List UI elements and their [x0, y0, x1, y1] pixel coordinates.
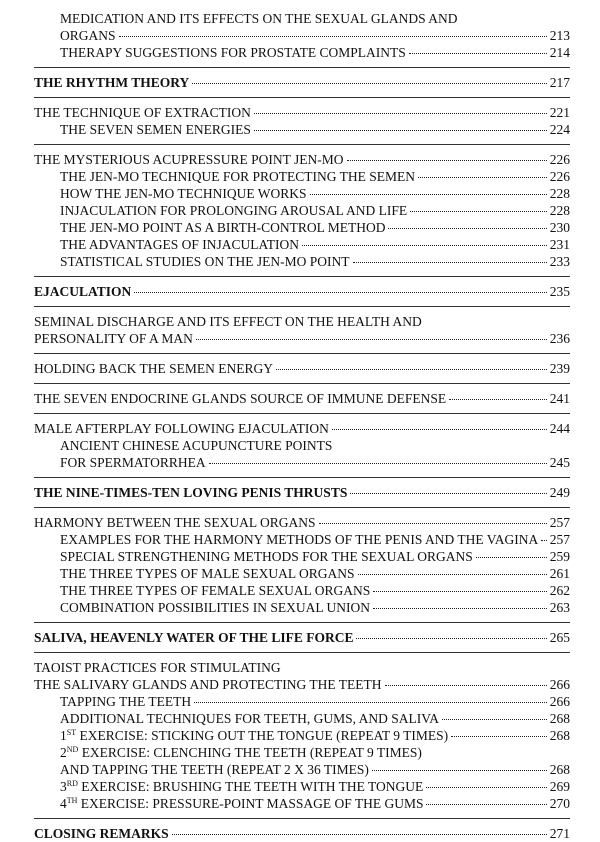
- toc-entry[interactable]: [34, 330, 570, 347]
- toc-entry-title: THE SEVEN SEMEN ENERGIES: [60, 122, 251, 137]
- dot-leader: [310, 193, 547, 195]
- ordinal-suffix: RD: [66, 779, 78, 788]
- dot-leader: [196, 338, 547, 340]
- exercise-number: 1: [60, 728, 67, 743]
- toc-page-number: 266: [549, 694, 570, 709]
- toc-page-number: 233: [549, 254, 570, 269]
- toc-entry-title: HOLDING BACK THE SEMEN ENERGY: [34, 361, 273, 376]
- toc-entry-title: PERSONALITY OF A MAN: [34, 331, 193, 346]
- exercise-number: 3: [60, 779, 67, 794]
- toc-page-number: 214: [549, 45, 570, 60]
- toc-page-number: 239: [549, 361, 570, 376]
- toc-entry-title: THE MYSTERIOUS ACUPRESSURE POINT JEN-MO: [34, 152, 344, 167]
- toc-page-number: 257: [549, 515, 570, 530]
- dot-leader: [541, 539, 546, 541]
- dot-leader: [418, 176, 547, 178]
- toc-entry[interactable]: [34, 565, 570, 582]
- dot-leader: [172, 833, 547, 835]
- toc-entry-title: THE SEVEN ENDOCRINE GLANDS SOURCE OF IMMUNE DEFENSE: [34, 391, 447, 406]
- toc-entry-title: HOW THE JEN-MO TECHNIQUE WORKS: [60, 186, 307, 201]
- toc-entry-title: INJACULATION FOR PROLONGING AROUSAL AND LIFE: [60, 203, 408, 218]
- exercise-number: 4: [60, 796, 67, 811]
- toc-entry[interactable]: [34, 778, 570, 795]
- toc-page-number: 257: [549, 532, 570, 547]
- dot-leader: [358, 573, 547, 575]
- exercise-title: EXERCISE: STICKING OUT THE TONGUE (REPEAT 9 TIMES): [76, 728, 449, 743]
- dot-leader: [347, 159, 547, 161]
- toc-entry[interactable]: [34, 390, 570, 407]
- toc-entry[interactable]: [34, 27, 570, 44]
- dot-leader: [192, 82, 546, 84]
- toc-line: [34, 744, 570, 761]
- toc-entry-title: [60, 795, 423, 812]
- toc-page-number: 213: [549, 28, 570, 43]
- toc-entry[interactable]: [34, 151, 570, 168]
- toc-entry-title: THERAPY SUGGESTIONS FOR PROSTATE COMPLAINTS: [60, 45, 406, 60]
- toc-chapter-entry[interactable]: [34, 629, 570, 646]
- toc-page-number: 226: [549, 152, 570, 167]
- section-divider: [34, 413, 570, 414]
- dot-leader: [356, 637, 546, 639]
- toc-page-number: 271: [549, 826, 570, 841]
- toc-entry-title: THE THREE TYPES OF FEMALE SEXUAL ORGANS: [60, 583, 371, 598]
- toc-entry-title: THE SALIVARY GLANDS AND PROTECTING THE TEETH: [34, 677, 382, 692]
- toc-page-number: 249: [549, 485, 570, 500]
- toc-entry[interactable]: [34, 185, 570, 202]
- toc-entry-title: EXAMPLES FOR THE HARMONY METHODS OF THE PENIS AND THE VAGINA: [60, 532, 539, 547]
- dot-leader: [350, 492, 546, 494]
- ordinal-suffix: ND: [66, 745, 79, 754]
- toc-entry-title: COMBINATION POSSIBILITIES IN SEXUAL UNION: [60, 600, 370, 615]
- exercise-title: EXERCISE: CLENCHING THE TEETH (REPEAT 9 TIMES): [78, 745, 422, 760]
- toc-entry[interactable]: [34, 202, 570, 219]
- toc-page-number: 226: [549, 169, 570, 184]
- toc-page-number: 265: [549, 630, 570, 645]
- toc-chapter-entry[interactable]: [34, 74, 570, 91]
- section-divider: [34, 276, 570, 277]
- toc-entry-title: AND TAPPING THE TEETH (REPEAT 2 X 36 TIMES): [60, 762, 369, 777]
- toc-page-number: 235: [549, 284, 570, 299]
- ordinal-suffix: TH: [66, 796, 78, 805]
- toc-page-number: 224: [549, 122, 570, 137]
- section-divider: [34, 97, 570, 98]
- exercise-title: EXERCISE: BRUSHING THE TEETH WITH THE TONGUE: [77, 779, 424, 794]
- toc-entry-title: TAPPING THE TEETH: [60, 694, 192, 709]
- toc-page-number: 269: [549, 779, 570, 794]
- toc-line: MEDICATION AND ITS EFFECTS ON THE SEXUAL GLANDS AND: [60, 11, 458, 26]
- toc-entry[interactable]: [34, 548, 570, 565]
- toc-entry-title: CLOSING REMARKS: [34, 826, 169, 841]
- toc-page-number: 228: [549, 186, 570, 201]
- toc-entry-title: FOR SPERMATORRHEA: [60, 455, 206, 470]
- dot-leader: [442, 718, 547, 720]
- toc-entry[interactable]: [34, 360, 570, 377]
- dot-leader: [119, 35, 547, 37]
- dot-leader: [134, 291, 546, 293]
- toc-entry-title: THE TECHNIQUE OF EXTRACTION: [34, 105, 251, 120]
- dot-leader: [409, 52, 547, 54]
- toc-page-number: 268: [549, 728, 570, 743]
- dot-leader: [410, 210, 547, 212]
- toc-entry[interactable]: [34, 121, 570, 138]
- toc-page-number: 262: [549, 583, 570, 598]
- toc-entry-title: SALIVA, HEAVENLY WATER OF THE LIFE FORCE: [34, 630, 354, 645]
- toc-page-number: 259: [549, 549, 570, 564]
- dot-leader: [319, 522, 547, 524]
- dot-leader: [426, 786, 547, 788]
- toc-chapter-entry[interactable]: [34, 825, 570, 842]
- toc-entry[interactable]: [34, 761, 570, 778]
- toc-page-number: 230: [549, 220, 570, 235]
- toc-entry[interactable]: [34, 454, 570, 471]
- toc-page-number: 217: [549, 75, 570, 90]
- section-divider: [34, 622, 570, 623]
- toc-entry[interactable]: [34, 599, 570, 616]
- toc-page-number: 241: [549, 391, 570, 406]
- section-divider: [34, 818, 570, 819]
- dot-leader: [388, 227, 546, 229]
- toc-entry-title: THE THREE TYPES OF MALE SEXUAL ORGANS: [60, 566, 355, 581]
- dot-leader: [254, 112, 547, 114]
- toc-entry[interactable]: [34, 236, 570, 253]
- toc-entry[interactable]: [34, 168, 570, 185]
- toc-line: ANCIENT CHINESE ACUPUNCTURE POINTS: [60, 438, 333, 453]
- exercise-number: 2: [60, 745, 67, 760]
- dot-leader: [194, 701, 547, 703]
- section-divider: [34, 353, 570, 354]
- toc-entry[interactable]: [34, 420, 570, 437]
- toc-page-number: 268: [549, 711, 570, 726]
- ordinal-suffix: ST: [66, 728, 77, 737]
- toc-entry-title: ADDITIONAL TECHNIQUES FOR TEETH, GUMS, AND SALIVA: [60, 711, 440, 726]
- toc-entry-title: [60, 778, 423, 795]
- toc-chapter-entry[interactable]: [34, 484, 570, 501]
- toc-entry-title: SPECIAL STRENGTHENING METHODS FOR THE SEXUAL ORGANS: [60, 549, 473, 564]
- section-divider: [34, 477, 570, 478]
- dot-leader: [476, 556, 547, 558]
- toc-entry-title: THE JEN-MO POINT AS A BIRTH-CONTROL METHOD: [60, 220, 386, 235]
- dot-leader: [449, 398, 547, 400]
- dot-leader: [332, 428, 547, 430]
- toc-entry[interactable]: [34, 727, 570, 744]
- toc-entry-title: THE ADVANTAGES OF INJACULATION: [60, 237, 300, 252]
- dot-leader: [254, 129, 547, 131]
- toc-entry-title: STATISTICAL STUDIES ON THE JEN-MO POINT: [60, 254, 350, 269]
- toc-page-number: 270: [549, 796, 570, 811]
- section-divider: [34, 306, 570, 307]
- toc-page-number: 266: [549, 677, 570, 692]
- toc-entry-title: THE RHYTHM THEORY: [34, 75, 190, 90]
- toc-entry[interactable]: [34, 219, 570, 236]
- toc-entry[interactable]: [34, 795, 570, 812]
- toc-entry[interactable]: [34, 676, 570, 693]
- toc-entry[interactable]: [34, 44, 570, 61]
- dot-leader: [276, 368, 547, 370]
- toc-entry[interactable]: [34, 693, 570, 710]
- dot-leader: [302, 244, 547, 246]
- dot-leader: [385, 684, 547, 686]
- toc-entry[interactable]: [34, 710, 570, 727]
- toc-entry[interactable]: [34, 582, 570, 599]
- toc-line: SEMINAL DISCHARGE AND ITS EFFECT ON THE HEALTH AND: [34, 314, 422, 329]
- section-divider: [34, 144, 570, 145]
- toc-entry-title: MALE AFTERPLAY FOLLOWING EJACULATION: [34, 421, 329, 436]
- section-divider: [34, 652, 570, 653]
- toc-page-number: 236: [549, 331, 570, 346]
- toc-entry[interactable]: [34, 104, 570, 121]
- toc-entry-title: THE NINE-TIMES-TEN LOVING PENIS THRUSTS: [34, 485, 348, 500]
- exercise-title: EXERCISE: PRESSURE-POINT MASSAGE OF THE GUMS: [77, 796, 424, 811]
- toc-page-number: 244: [549, 421, 570, 436]
- dot-leader: [209, 462, 547, 464]
- toc-entry[interactable]: [34, 531, 570, 548]
- section-divider: [34, 507, 570, 508]
- section-divider: [34, 67, 570, 68]
- toc-page-number: 263: [549, 600, 570, 615]
- toc-page-number: 221: [549, 105, 570, 120]
- section-divider: [34, 383, 570, 384]
- toc-page-number: 245: [549, 455, 570, 470]
- dot-leader: [426, 803, 546, 805]
- dot-leader: [373, 607, 547, 609]
- dot-leader: [353, 261, 547, 263]
- toc-page-number: 261: [549, 566, 570, 581]
- toc-page-number: 228: [549, 203, 570, 218]
- toc-entry-title: HARMONY BETWEEN THE SEXUAL ORGANS: [34, 515, 316, 530]
- toc-chapter-entry[interactable]: [34, 283, 570, 300]
- toc-entry-title: THE JEN-MO TECHNIQUE FOR PROTECTING THE SEMEN: [60, 169, 415, 184]
- dot-leader: [451, 735, 547, 737]
- toc-page-number: 231: [549, 237, 570, 252]
- toc-entry-title: [60, 727, 448, 744]
- dot-leader: [373, 590, 546, 592]
- toc-entry[interactable]: [34, 253, 570, 270]
- toc-entry-title: EJACULATION: [34, 284, 132, 299]
- toc-page-number: 268: [549, 762, 570, 777]
- dot-leader: [372, 769, 547, 771]
- toc-entry-title: ORGANS: [60, 28, 116, 43]
- toc-line: TAOIST PRACTICES FOR STIMULATING: [34, 660, 281, 675]
- toc-entry[interactable]: [34, 514, 570, 531]
